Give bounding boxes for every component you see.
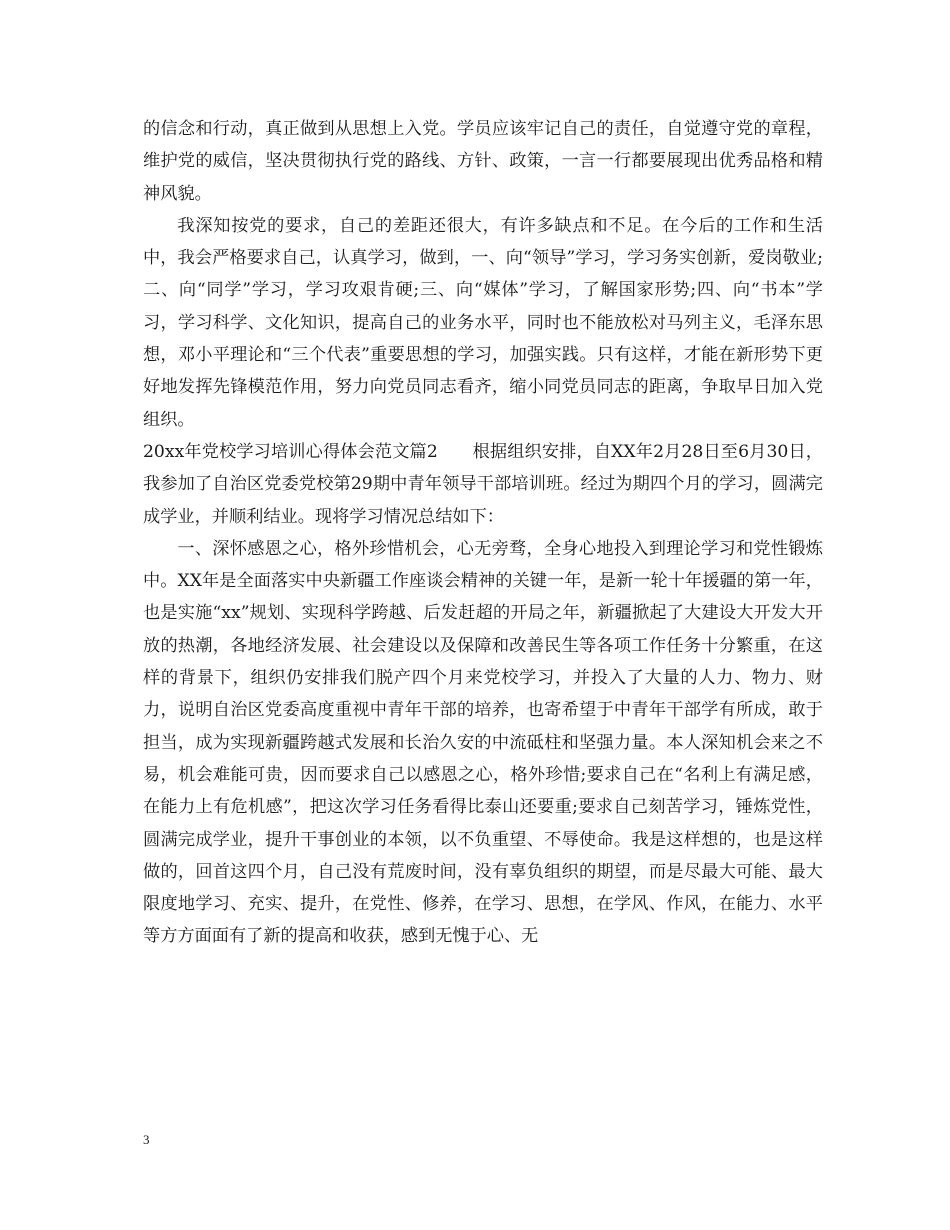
paragraph-2: 我深知按党的要求，自己的差距还很大，有许多缺点和不足。在今后的工作和生活中，我会严格要求自己，认真学习，做到，一、向“领导”学习，学习务实创新，爱岗敬业;二、向“同学”学习，学习攻艰肯硬;三、向“媒体”学习，了解国家形势;四、向“书本”学习，学习科学、文化知识，提高自己的业务水平，同时也不能放松对马列主义，毛泽东思想，邓小平理论和“三个代表”重要思想的学习，加强实践。只有这样，才能在新形势下更好地发挥先锋模范作用，努力向党员同志看齐，缩小同党员同志的距离，争取早日加入党组织。 [143,215,823,430]
page-number: 3 [143,1132,150,1147]
paragraph-3: 20xx年党校学习培训心得体会范文篇2 根据组织安排，自XX年2月28日至6月30日，我参加了自治区党委党校第29期中青年领导干部培训班。经过为期四个月的学习，圆满完成学业，并顺利结业。现将学习情况总结如下： [143,441,823,527]
paragraph-1: 的信念和行动，真正做到从思想上入党。学员应该牢记自己的责任，自觉遵守党的章程，维护党的威信，坚决贯彻执行党的路线、方针、政策，一言一行都要展现出优秀品格和精神风貌。 [143,119,823,204]
paragraph-4: 一、深怀感恩之心，格外珍惜机会，心无旁骛，全身心地投入到理论学习和党性锻炼中。XX年是全面落实中央新疆工作座谈会精神的关键一年，是新一轮十年援疆的第一年，也是实施“xx”规划、实现科学跨越、后发赶超的开局之年，新疆掀起了大建设大开发大开放的热潮，各地经济发展、社会建设以及保障和改善民生等各项工作任务十分繁重，在这样的背景下，组织仍安排我们脱产四个月来党校学习，并投入了大量的人力、物力、财力，说明自治区党委高度重视中青年干部的培养，也寄希望于中青年干部学有所成，敢于担当，成为实现新疆跨越式发展和长治久安的中流砥柱和坚强力量。本人深知机会来之不易，机会难能可贵，因而要求自己以感恩之心，格外珍惜;要求自己在“名利上有满足感，在能力上有危机感”，把这次学习任务看得比泰山还要重;要求自己刻苦学习，锤炼党性，圆满完成学业，提升干事创业的本领，以不负重望、不辱使命。我是这样想的，也是这样做的，回首这四个月，自己没有荒废时间，没有辜负组织的期望，而是尽最大可能、最大限度地学习、充实、提升，在党性、修养，在学习、思想，在学风、作风，在能力、水平等方方面面有了新的提高和收获，感到无愧于心、无 [143,538,823,947]
document-body [143,113,823,953]
